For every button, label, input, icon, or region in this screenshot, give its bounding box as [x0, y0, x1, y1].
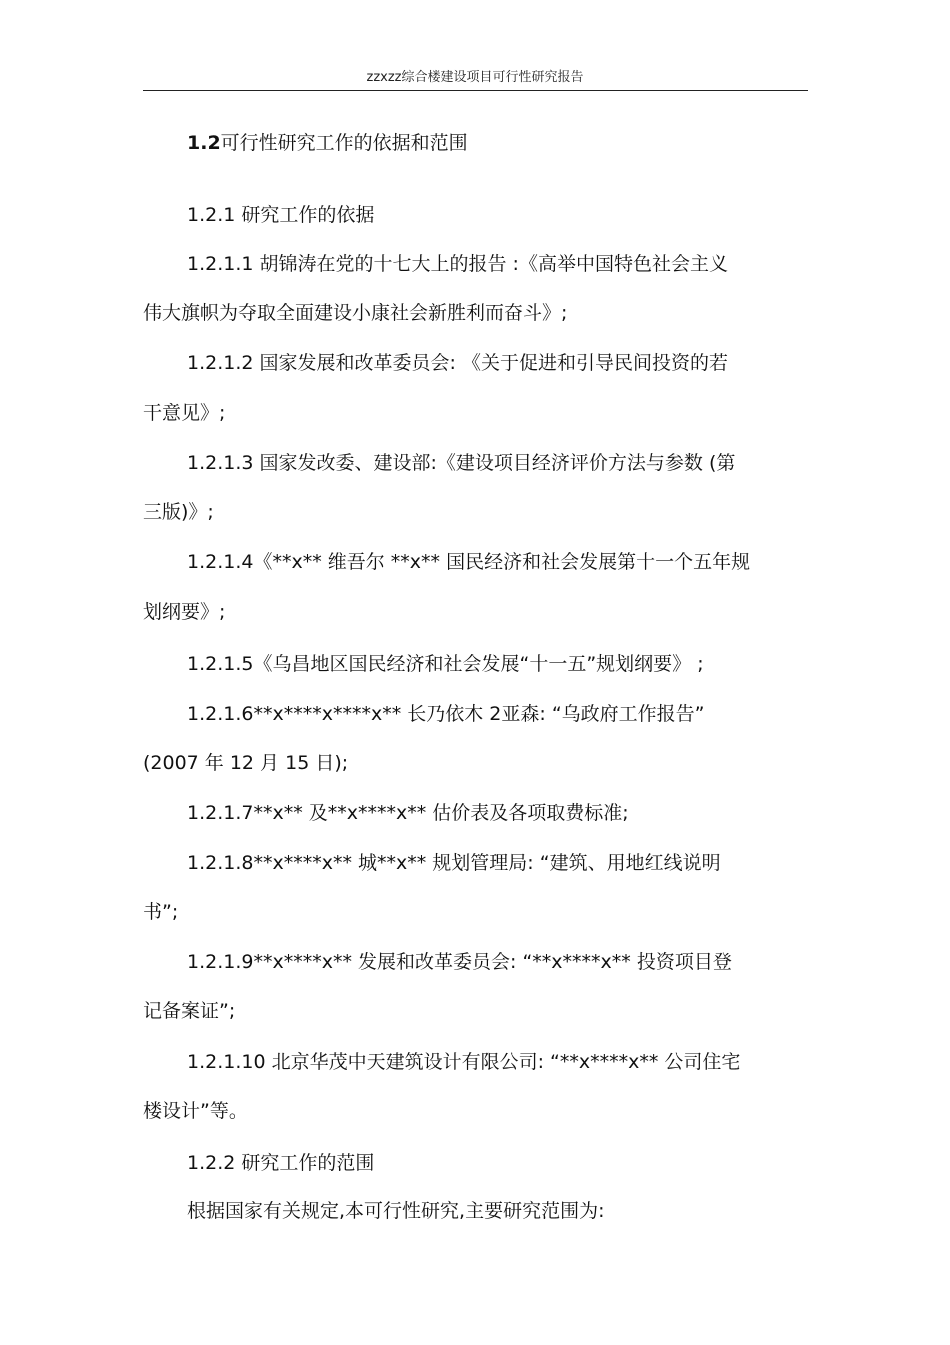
basis-item-6-line-2: (2007 年 12 月 15 日);: [143, 752, 349, 774]
basis-item-2-line-1: 1.2.1.2 国家发展和改革委员会: 《关于促进和引导民间投资的若: [187, 352, 728, 374]
basis-item-5-line-1: 1.2.1.5《乌昌地区国民经济和社会发展“十一五”规划纲要》 ;: [187, 653, 704, 675]
basis-item-8-line-1: 1.2.1.8**x****x** 城**x** 规划管理局: “建筑、用地红线说明: [187, 852, 721, 874]
basis-item-10-line-2: 楼设计”等。: [143, 1100, 248, 1122]
section-title: 可行性研究工作的依据和范围: [220, 132, 468, 154]
basis-item-8-line-2: 书”;: [143, 901, 179, 923]
basis-item-10-line-1: 1.2.1.10 北京华茂中天建筑设计有限公司: “**x****x** 公司住宅: [187, 1051, 741, 1073]
running-header: zzxzz综合楼建设项目可行性研究报告: [366, 70, 584, 85]
basis-item-9-line-1: 1.2.1.9**x****x** 发展和改革委员会: “**x****x** 投资项目登: [187, 951, 732, 973]
subsection-heading-basis: 1.2.1 研究工作的依据: [187, 204, 375, 226]
basis-item-3-line-2: 三版)》;: [143, 501, 214, 523]
basis-item-2-line-2: 干意见》;: [143, 402, 226, 424]
section-number: 1.2: [187, 132, 221, 154]
basis-item-4-line-1: 1.2.1.4《**x** 维吾尔 **x** 国民经济和社会发展第十一个五年规: [187, 551, 751, 573]
header-divider: [143, 90, 808, 91]
basis-item-3-line-1: 1.2.1.3 国家发改委、建设部:《建设项目经济评价方法与参数 (第: [187, 452, 736, 474]
basis-item-1-line-1: 1.2.1.1 胡锦涛在党的十七大上的报告 :《高举中国特色社会主义: [187, 253, 728, 275]
basis-item-1-line-2: 伟大旗帜为夺取全面建设小康社会新胜利而奋斗》;: [143, 302, 568, 324]
basis-item-7-line-1: 1.2.1.7**x** 及**x****x** 估价表及各项取费标准;: [187, 802, 629, 824]
basis-item-6-line-1: 1.2.1.6**x****x****x** 长乃依木 2亚森: “乌政府工作报告”: [187, 703, 705, 725]
basis-item-9-line-2: 记备案证”;: [143, 1000, 236, 1022]
section-heading: [187, 131, 468, 155]
scope-paragraph: 根据国家有关规定,本可行性研究,主要研究范围为:: [187, 1200, 605, 1222]
basis-item-4-line-2: 划纲要》;: [143, 601, 226, 623]
subsection-heading-scope: 1.2.2 研究工作的范围: [187, 1152, 375, 1174]
